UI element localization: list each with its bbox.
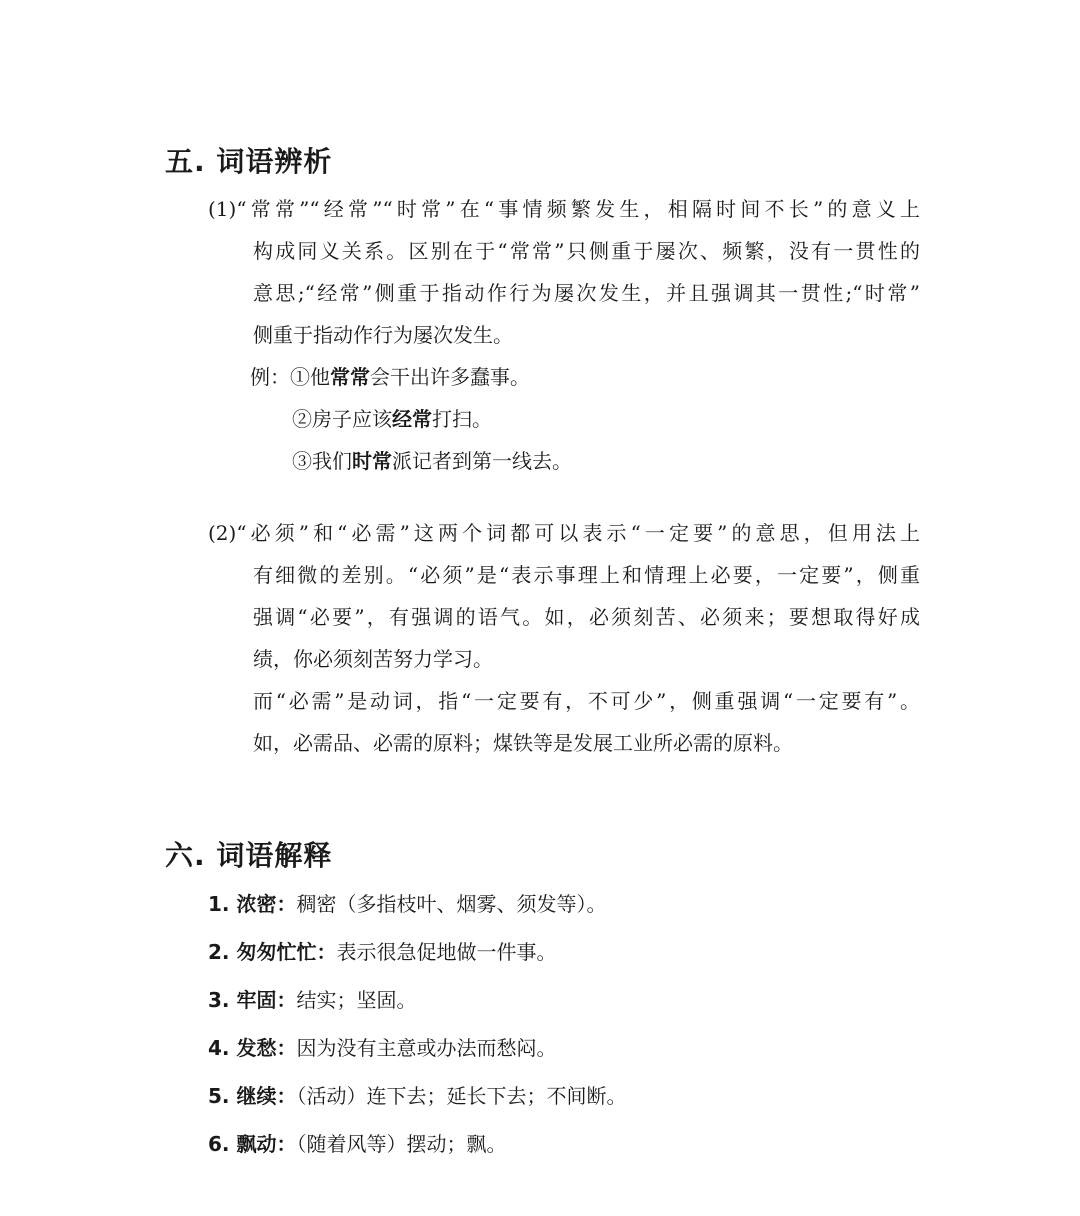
section-6-heading: 六. 词语解释 (165, 839, 333, 872)
item-2-line: 绩，你必须刻苦努力学习。 (253, 647, 493, 671)
item-1-line: (1)“常常”“经常”“时常”在“事情频繁发生，相隔时间不长”的意义上 (208, 197, 920, 221)
definition-term: 2. 匆匆忙忙： (208, 940, 337, 964)
item-1-paragraph (208, 188, 920, 356)
item-2-line: 如，必需品、必需的原料；煤铁等是发展工业所必需的原料。 (253, 731, 793, 755)
item-1-line: 侧重于指动作行为屡次发生。 (253, 323, 513, 347)
example-text: 派记者到第一线去。 (392, 449, 572, 473)
definition-term: 4. 发愁： (208, 1036, 297, 1060)
example-text: 打扫。 (432, 407, 492, 431)
example-text: 我们 (312, 449, 352, 473)
definition-term: 1. 浓密： (208, 892, 297, 916)
item-2-line: 有细微的差别。“必须”是“表示事理上和情理上必要，一定要”，侧重 (253, 563, 920, 587)
example-text: 房子应该 (312, 407, 392, 431)
item-2-line: (2)“必须”和“必需”这两个词都可以表示“一定要”的意思，但用法上 (208, 521, 920, 545)
item-1-line: 意思;“经常”侧重于指动作行为屡次发生，并且强调其一贯性;“时常” (253, 281, 920, 305)
example-keyword: 常常 (330, 365, 370, 389)
definition-text: 结实；坚固。 (296, 988, 417, 1012)
example-keyword: 时常 (352, 449, 392, 473)
example-row (250, 356, 962, 398)
definition-text: （活动）连下去；延长下去；不间断。 (296, 1084, 627, 1108)
definition-text: 稠密（多指枝叶、烟雾、须发等）。 (296, 892, 607, 916)
definition-term: 6. 飘动： (208, 1132, 297, 1156)
example-row (250, 398, 962, 440)
item-2-line: 而“必需”是动词，指“一定要有，不可少”，侧重强调“一定要有”。 (253, 689, 920, 713)
definition-item (208, 1033, 556, 1063)
item-1-line: 构成同义关系。区别在于“常常”只侧重于屡次、频繁，没有一贯性的 (253, 239, 920, 263)
example-text: 会干出许多蠢事。 (370, 365, 530, 389)
item-2-line: 强调“必要”，有强调的语气。如，必须刻苦、必须来；要想取得好成 (253, 605, 920, 629)
definition-term: 3. 牢固： (208, 988, 297, 1012)
definition-item (208, 1081, 626, 1111)
example-number: ③ (292, 449, 312, 473)
example-label: 例： (250, 365, 290, 389)
definition-item (208, 937, 556, 967)
definition-item (208, 985, 416, 1015)
example-text: 他 (310, 365, 330, 389)
definition-term: 5. 继续： (208, 1084, 297, 1108)
example-number: ① (290, 365, 310, 389)
item-2-paragraph (208, 512, 920, 764)
examples-block (250, 356, 962, 482)
example-row (250, 440, 962, 482)
definition-text: （随着风等）摆动；飘。 (296, 1132, 507, 1156)
definition-text: 因为没有主意或办法而愁闷。 (296, 1036, 557, 1060)
definition-item (208, 1129, 506, 1159)
definition-text: 表示很急促地做一件事。 (336, 940, 557, 964)
example-keyword: 经常 (392, 407, 432, 431)
example-number: ② (292, 407, 312, 431)
section-5-heading: 五. 词语辨析 (165, 145, 333, 178)
definition-item (208, 889, 606, 919)
